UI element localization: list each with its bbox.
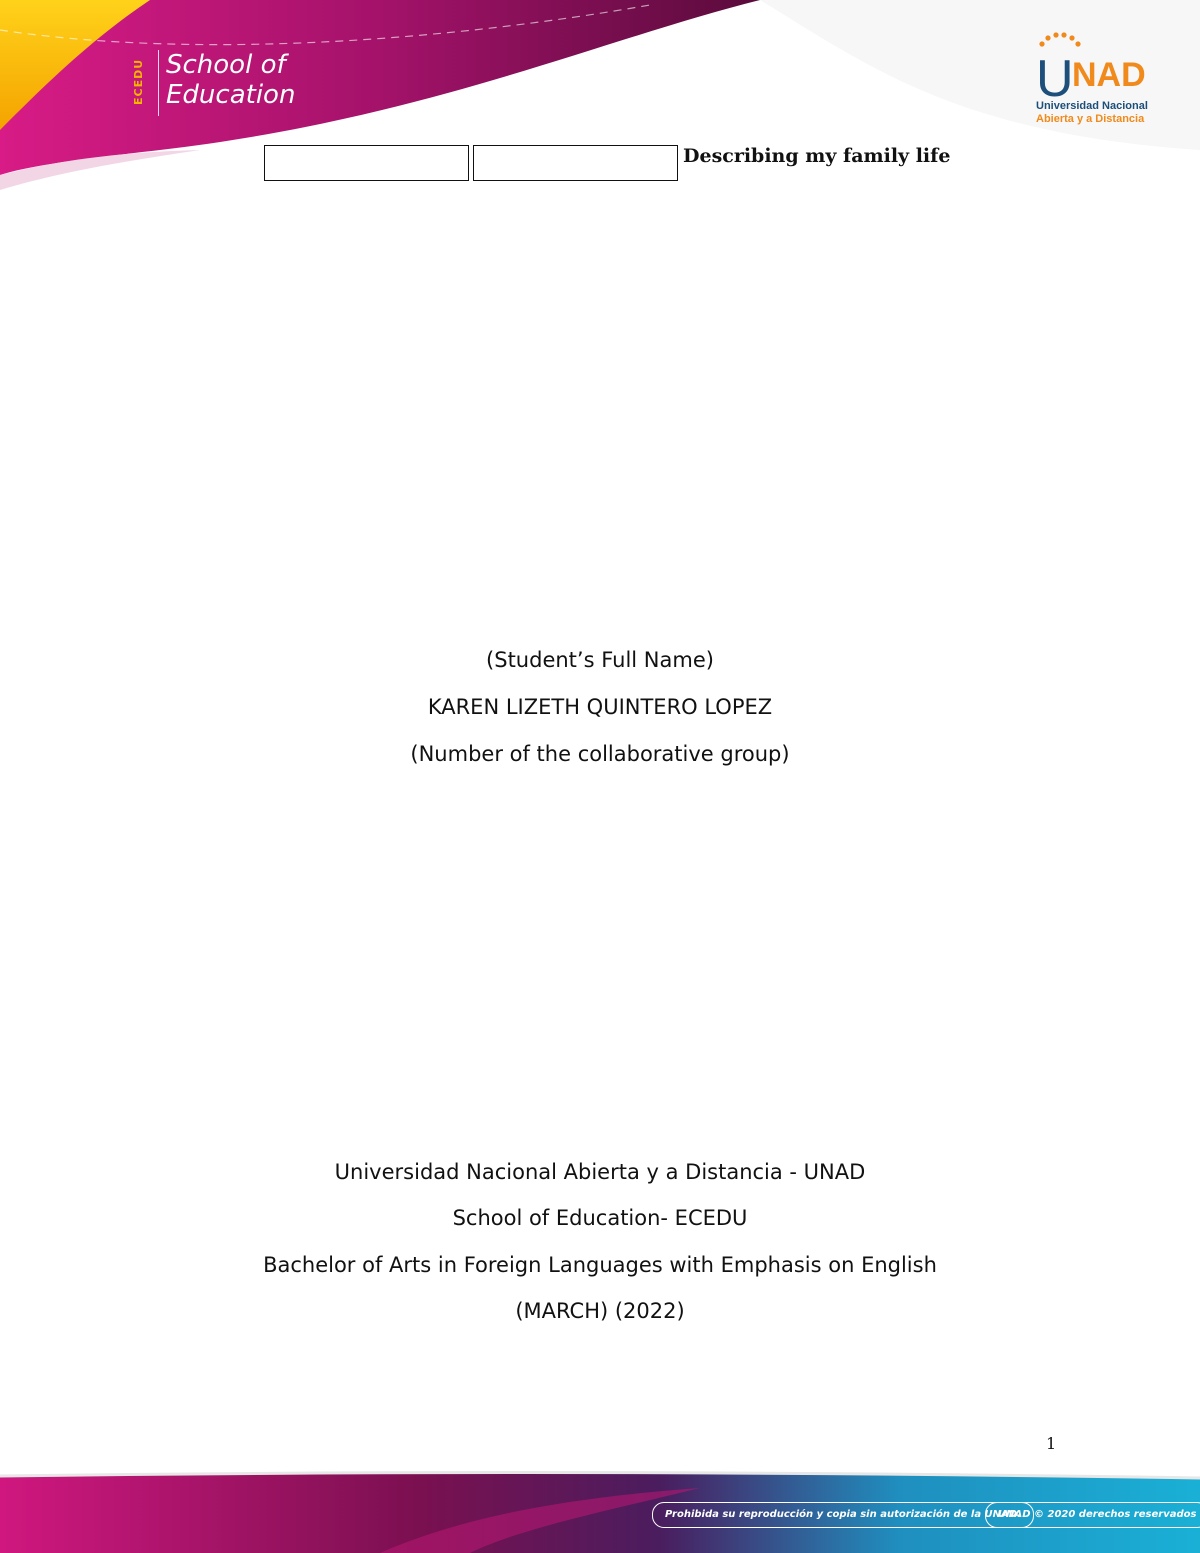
blank-field-1 — [264, 145, 469, 181]
submission-date: (MARCH) (2022) — [515, 1299, 685, 1323]
brand-divider — [158, 50, 159, 116]
ecedu-brand-vertical: ECEDU — [132, 58, 145, 106]
logo-letter-u: U — [1036, 50, 1074, 108]
page-number: 1 — [1046, 1434, 1057, 1453]
school-name: School of Education- ECEDU — [452, 1206, 748, 1230]
footer-copyright: UNAD © 2020 derechos reservados — [985, 1502, 1200, 1528]
program-name: Bachelor of Arts in Foreign Languages with Emphasis on English — [263, 1253, 937, 1277]
student-name: KAREN LIZETH QUINTERO LOPEZ — [427, 695, 773, 719]
logo-letters-nad: NAD — [1072, 56, 1146, 94]
university-name: Universidad Nacional Abierta y a Distancia - UNAD — [334, 1160, 866, 1184]
document-title: Describing my family life — [683, 145, 951, 167]
logo-subtitle-1: Universidad Nacional — [1036, 100, 1148, 112]
logo-subtitle-2: Abierta y a Distancia — [1036, 113, 1145, 125]
school-line-2: Education — [166, 80, 296, 110]
group-number-label: (Number of the collaborative group) — [410, 742, 790, 766]
school-of-education-logo — [166, 50, 295, 110]
blank-field-2 — [473, 145, 678, 181]
footer-notice: Prohibida su reproducción y copia sin autorización de la UNAD. — [652, 1502, 1034, 1528]
school-line-1: School of — [166, 50, 286, 80]
student-name-label: (Student’s Full Name) — [486, 648, 714, 672]
